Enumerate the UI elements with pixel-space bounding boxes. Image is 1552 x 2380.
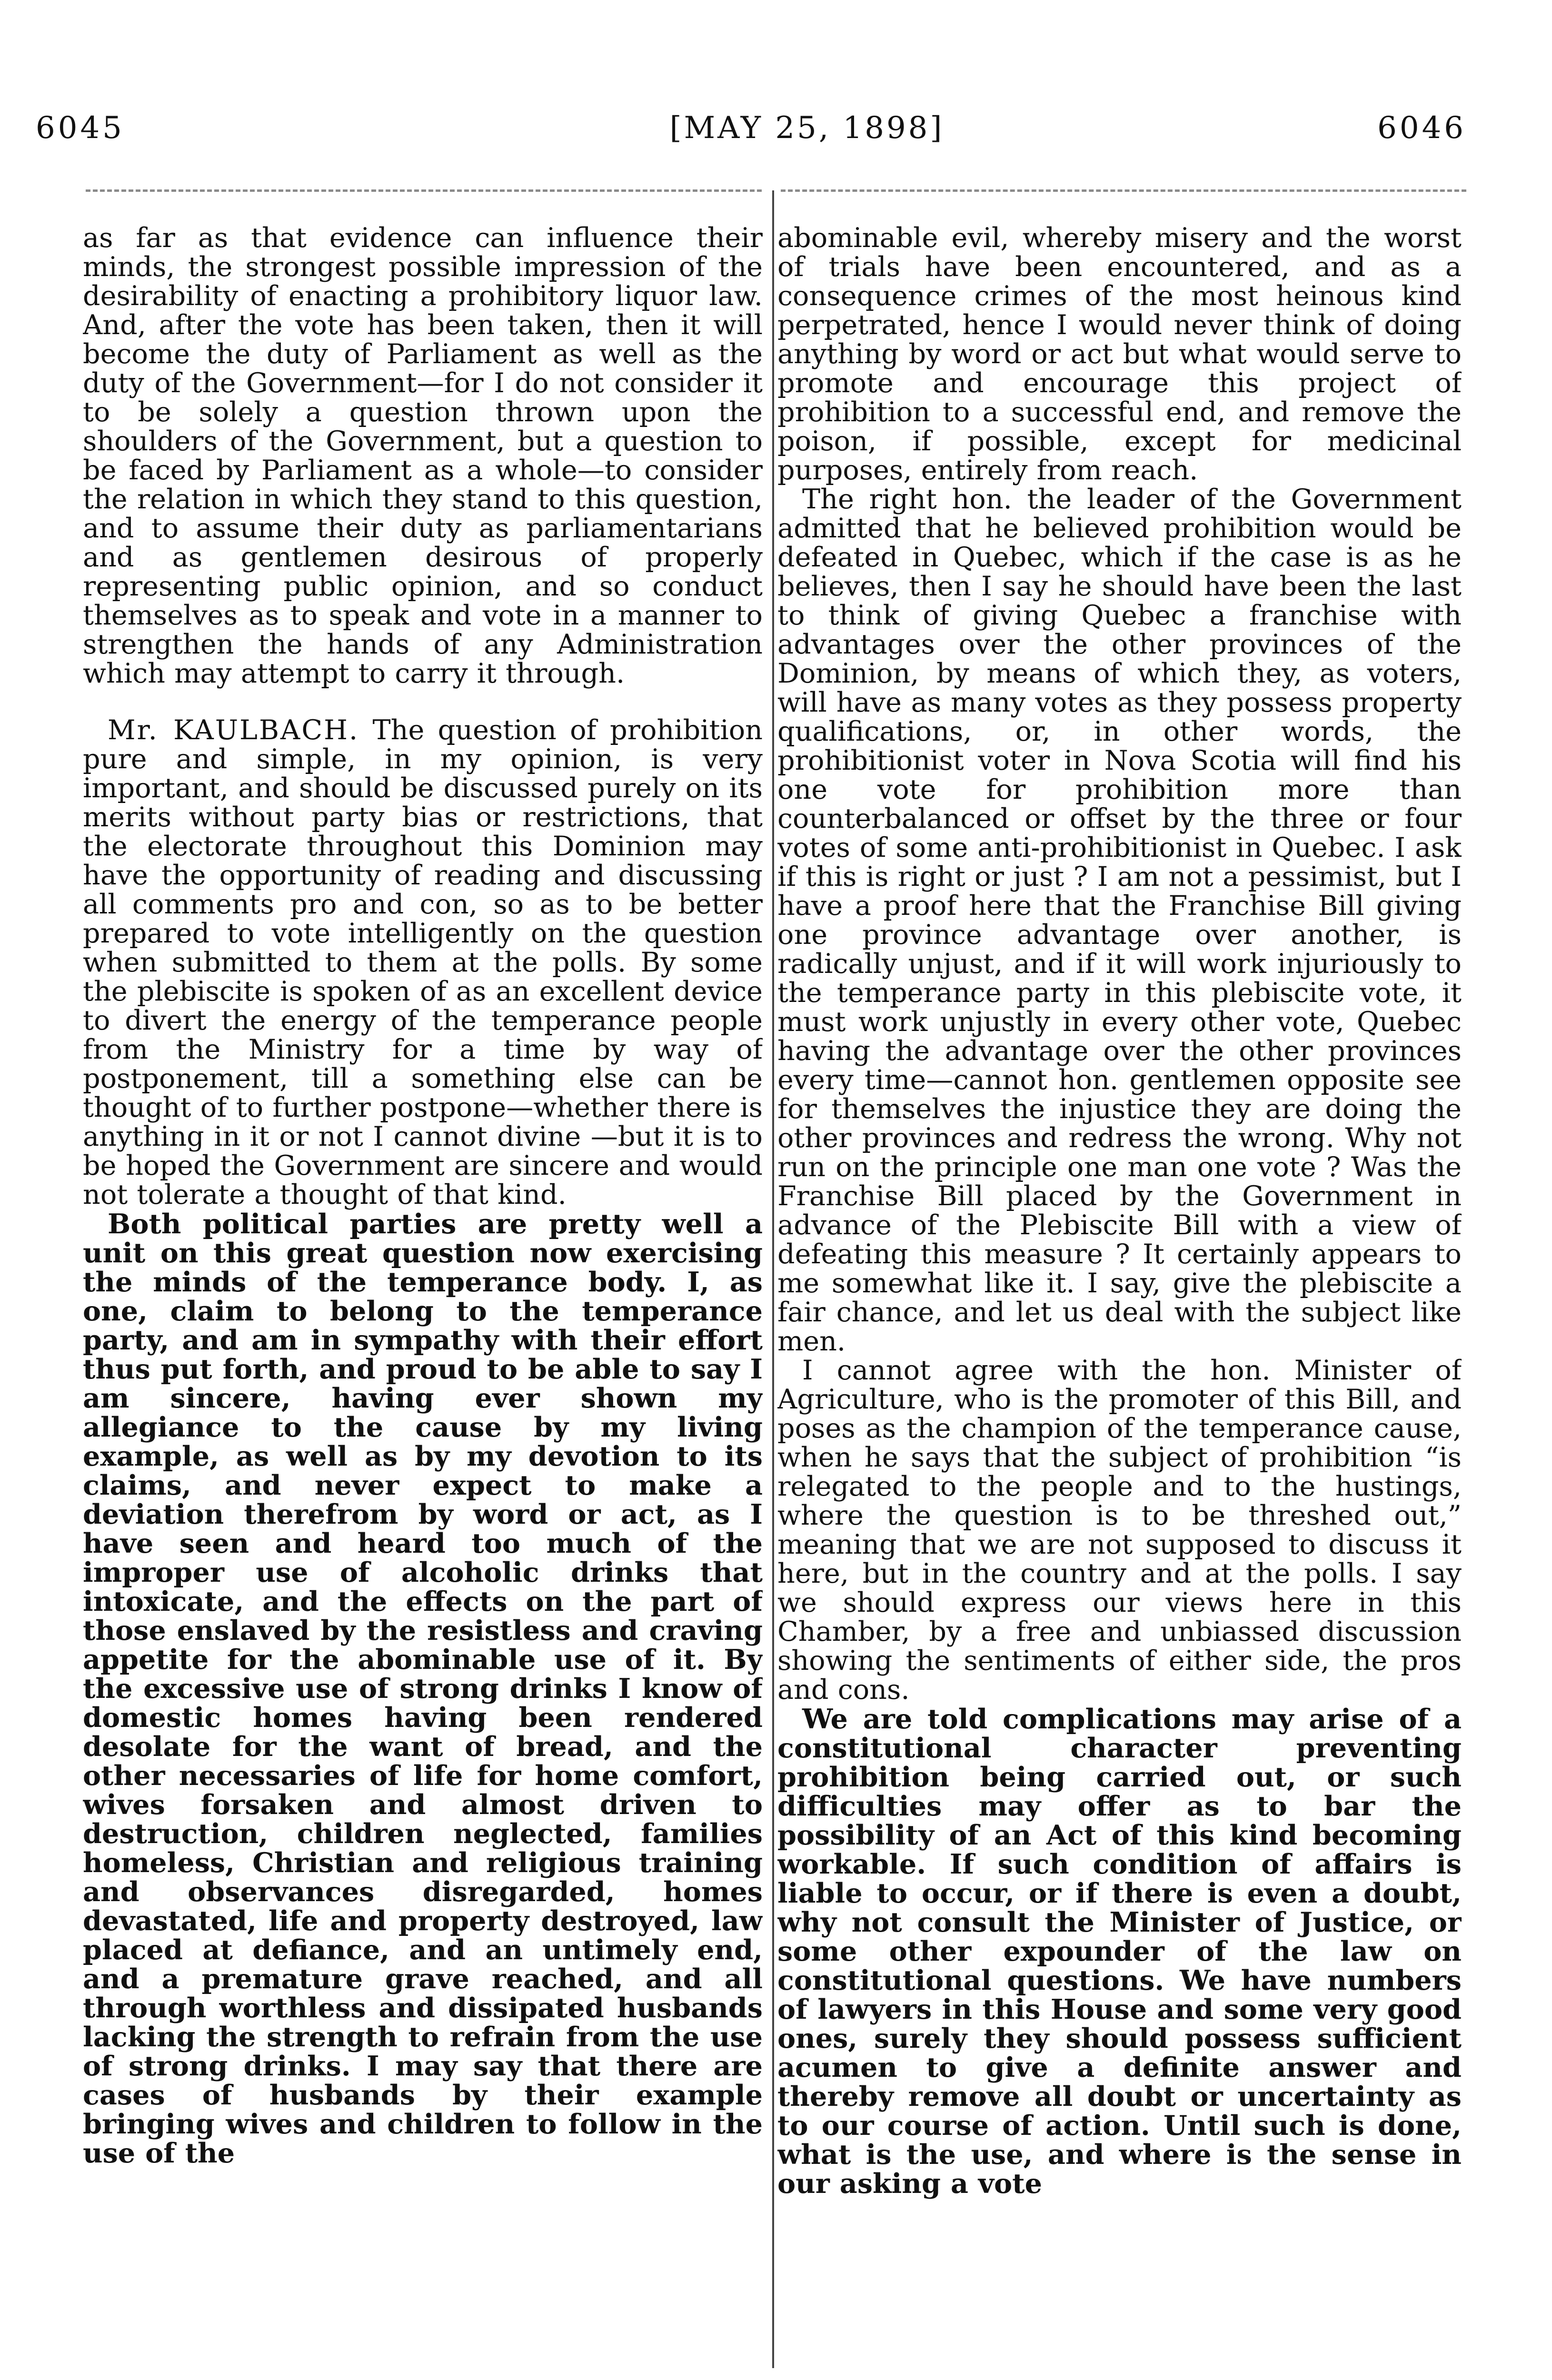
paragraph: The right hon. the leader of the Government admitted that he believed prohibition would be defeated in Quebec, which if the case is as he believes, then I say he should have been the last to think of giving Quebec a franchise with advantages over the other provinces of the Dominion, by means of which they, as voters, will have as many votes as they possess property qualifications, or, in other words, the prohibitionist voter in Nova Scotia will find his one vote for prohibition more than counterbalanced or offset by the three or four votes of some anti-prohibitionist in Quebec. I ask if this is right or just ? I am not a pessimist, but I have a proof here that the Franchise Bill giving one province advantage over another, is radically unjust, and if it will work injuriously to the temperance party in this plebiscite vote, it must work unjustly in every other vote, Quebec having the advantage over the other provinces every time—cannot hon. gentlemen opposite see for themselves the injustice they are doing the other provinces and redress the wrong. Why not run on the principle one man one vote ? Was the Franchise Bill placed by the Government in advance of the Plebiscite Bill with a view of defeating this measure ? It certainly appears to me somewhat like it. I say, give the plebiscite a fair chance, and let us deal with the subject like men. [777,484,1462,1357]
page-number-left: 6045 [36,110,125,146]
speaker-name: Mr. KAULBACH. [108,714,359,746]
left-column [83,224,763,2366]
paragraph: Both political parties are pretty well a unit on this great question now exercising the minds of the temperance body. I, as one, claim to belong to the temperance party, and am in sympathy with their effort thus put forth, and proud to be able to say I am sincere, having ever shown my allegiance to the cause by my living example, as well as by my devotion to its claims, and never expect to make a deviation therefrom by word or act, as I have seen and heard too much of the improper use of alcoholic drinks that intoxicate, and the effects on the part of those enslaved by the resistless and craving appetite for the abominable use of it. By the excessive use of strong drinks I know of domestic homes having been rendered desolate for the want of bread, and the other necessaries of life for home comfort, wives forsaken and almost driven to destruction, children neglected, families homeless, Christian and religious training and observances disregarded, homes devastated, life and property destroyed, law placed at defiance, and an untimely end, and a premature grave reached, and all through worthless and dissipated husbands lacking the strength to refrain from the use of strong drinks. I may say that there are cases of husbands by their example bringing wives and children to follow in the use of the [83,1208,763,2169]
right-column [777,224,1462,2366]
header-rule-left [86,189,762,192]
paragraph: as far as that evidence can influence their minds, the strongest possible impression of the desirability of enacting a prohibitory liquor law. And, after the vote has been taken, then it will become the duty of Parliament as well as the duty of the Government—for I do not consider it to be solely a question thrown upon the shoulders of the Government, but a question to be faced by Parliament as a whole—to consider the relation in which they stand to this question, and to assume their duty as parliamentarians and as gentlemen desirous of properly representing public opinion, and so conduct themselves as to speak and vote in a manner to strengthen the hands of any Administration which may attempt to carry it through. [83,224,763,689]
page-number-right: 6046 [1377,110,1466,146]
paragraph-kaulbach [83,716,763,1210]
paragraph: abominable evil, whereby misery and the worst of trials have been encountered, and as a consequence crimes of the most heinous kind perpetrated, hence I would never think of doing anything by word or act but what would serve to promote and encourage this project of prohibition to a successful end, and remove the poison, if possible, except for medicinal purposes, entirely from reach. [777,224,1462,486]
page-header [0,0,1552,157]
page-date: [MAY 25, 1898] [669,110,945,146]
paragraph: We are told complications may arise of a constitutional character preventing prohibition being carried out, or such difficulties may offer as to bar the possibility of an Act of this kind becoming workable. If such condition of affairs is liable to occur, or if there is even a doubt, why not consult the Minister of Justice, or some other expounder of the law on constitutional questions. We have numbers of lawyers in this House and some very good ones, surely they should possess sufficient acumen to give a definite answer and thereby remove all doubt or uncertainty as to our course of action. Until such is done, what is the use, and where is the sense in our asking a vote [777,1703,1462,2200]
paragraph: I cannot agree with the hon. Minister of Agriculture, who is the promoter of this Bill, and poses as the champion of the temperance cause, when he says that the subject of prohibition “is relegated to the people and to the hustings, where the question is to be threshed out,” meaning that we are not supposed to discuss it here, but in the country and at the polls. I say we should express our views here in this Chamber, by a free and unbiassed discussion showing the sentiments of either side, the pros and cons. [777,1355,1462,1706]
column-divider [772,190,774,2368]
header-rule-right [781,189,1466,192]
speech-text: The question of prohibition pure and simple, in my opinion, is very important, and should be discussed purely on its merits without party bias or restrictions, that the electorate throughout this Dominion may have the opportunity of reading and discussing all comments pro and con, so as to be better prepared to vote intelligently on the question when submitted to them at the polls. By some the plebiscite is spoken of as an excellent device to divert the energy of the temperance people from the Ministry for a time by way of postponement, till a something else can be thought of to further postpone—whether there is anything in it or not I cannot divine —but it is to be hoped the Government are sincere and would not tolerate a thought of that kind. [83,714,763,1210]
